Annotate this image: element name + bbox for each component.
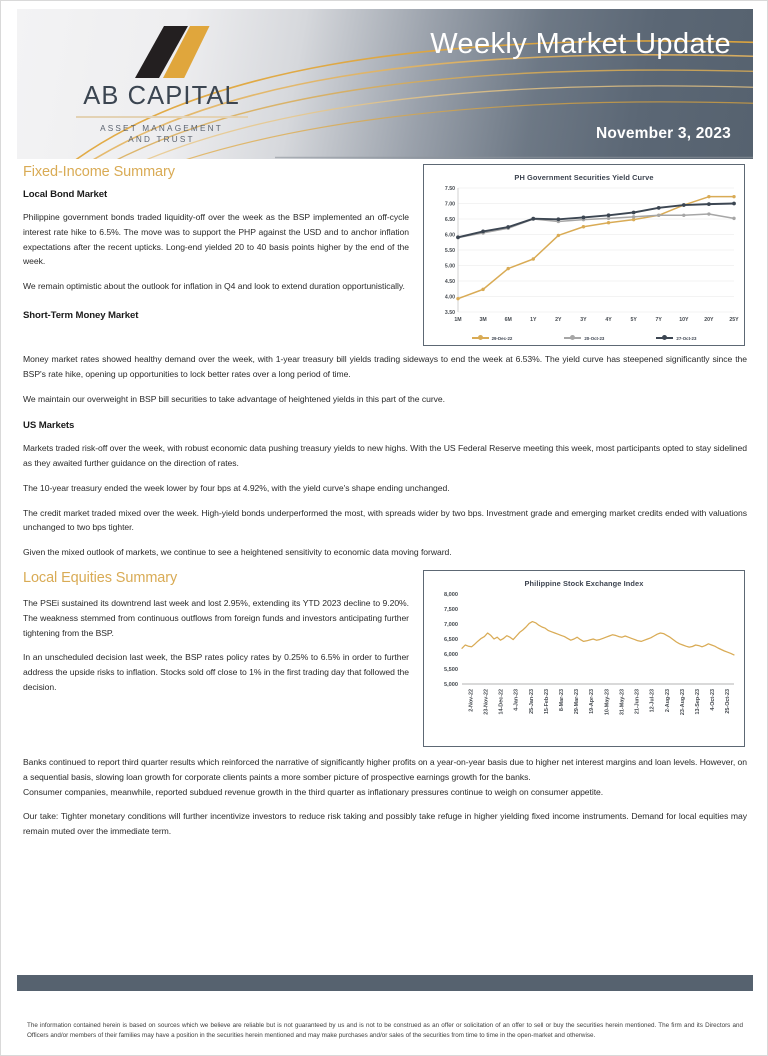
legend-item-2	[656, 335, 696, 341]
svg-text:20Y: 20Y	[704, 317, 714, 323]
svg-text:19-Apr-23: 19-Apr-23	[589, 689, 596, 714]
svg-text:15-Feb-23: 15-Feb-23	[543, 689, 550, 715]
svg-text:4.50: 4.50	[444, 279, 455, 285]
svg-text:6,000: 6,000	[444, 652, 458, 659]
local-equities-full-body	[23, 755, 747, 839]
svg-text:2-Nov-22: 2-Nov-22	[468, 689, 475, 712]
logo-divider	[76, 116, 248, 118]
yield-curve-chart-inner	[428, 173, 740, 341]
document-header	[17, 9, 753, 159]
page-title: Weekly Market Update	[430, 28, 731, 60]
svg-text:4-Oct-23: 4-Oct-23	[710, 689, 717, 711]
svg-text:23-Nov-22: 23-Nov-22	[483, 689, 490, 715]
local-equities-paragraph-1: The PSEi sustained its downtrend last week and lost 2.95%, extending its YTD 2023 decline to 9.20%. The weakness stemmed from continuous outflows from foreign funds and investors anticipating further tightening from the BSP.	[23, 598, 409, 638]
local-equities-paragraph-4: Consumer companies, meanwhile, reported subdued revenue growth in the third quarter as inflationary pressures continue to weigh on consumer appetite.	[23, 786, 604, 797]
svg-text:29-Mar-23: 29-Mar-23	[574, 689, 581, 715]
local-equities-paragraph-5: Our take: Tighter monetary conditions will further incentivize investors to reduce risk taking and possibly take refuge in higher yielding fixed income instruments. Demand for local equities may remain muted over the immediate term.	[23, 811, 747, 837]
publication-date: November 3, 2023	[595, 125, 731, 142]
svg-text:6.00: 6.00	[444, 232, 455, 239]
svg-text:5,500: 5,500	[444, 667, 458, 674]
yield-curve-chart-box	[423, 164, 745, 346]
legend-key-icon-0	[472, 335, 489, 341]
logo-tagline-line1: ASSET MANAGEMENT	[100, 123, 223, 133]
logo-mark-icon	[59, 23, 264, 81]
local-bond-market-paragraph-1: Philippine government bonds traded liquidity-off over the week as the BSP implemented an off-cycle interest rate hike to 6.5%. The move was to support the PHP against the USD and to anchor inflation expectations after the recent upticks. Long-end yielded 20 to 40 basis points higher by the end of the week.	[23, 212, 409, 267]
yield-curve-chart-container	[423, 164, 745, 346]
svg-text:2Y: 2Y	[555, 317, 562, 323]
us-markets-paragraph-1: Markets traded risk-off over the week, with robust economic data pushing treasury yields to new highs. With the US Federal Reserve meeting this week, most participants opted to stay sidelined as they awaited further guidance on the direction of rates.	[23, 443, 747, 469]
legend-item-0	[472, 335, 513, 341]
svg-text:14-Dec-22: 14-Dec-22	[498, 689, 505, 715]
logo-company-name: AB CAPITAL	[83, 82, 240, 110]
svg-text:1Y: 1Y	[530, 317, 537, 323]
short-term-money-market-heading: Short-Term Money Market	[23, 309, 139, 321]
svg-text:7,000: 7,000	[444, 622, 458, 629]
us-markets-paragraph-2: The 10-year treasury ended the week lower by four bps at 4.92%, with the yield curve's shape ending unchanged.	[23, 482, 450, 493]
svg-text:7,500: 7,500	[444, 607, 458, 614]
psei-chart-box	[423, 570, 745, 747]
svg-text:3Y: 3Y	[580, 317, 587, 323]
svg-text:7.00: 7.00	[444, 201, 455, 208]
local-equities-section	[23, 570, 747, 747]
svg-text:7Y: 7Y	[655, 317, 662, 323]
svg-text:5,000: 5,000	[444, 682, 458, 689]
us-markets-paragraph-3: The credit market traded mixed over the week. High-yield bonds underperformed the most, with spreads wider by two bps. Investment grade and emerging market credits ended with valuations unchanged to two bps tighter.	[23, 507, 747, 533]
svg-text:25-Oct-23: 25-Oct-23	[725, 689, 732, 714]
yield-curve-plot	[428, 184, 740, 334]
legend-label-1: 20-Oct-23	[584, 335, 605, 341]
yield-curve-legend	[428, 335, 740, 341]
psei-chart-title: Philippine Stock Exchange Index	[524, 579, 644, 589]
svg-text:8,000: 8,000	[444, 592, 458, 599]
svg-text:2-Aug-23: 2-Aug-23	[664, 689, 671, 713]
short-term-money-market-paragraph-1: Money market rates showed healthy demand over the week, with 1-year treasury bill yields trading sideways to end the week at 6.53%. The yield curve has steepened significantly since the BSP's rate hike, opening up opportunities to lock better rates over a long period of time.	[23, 354, 747, 379]
legend-item-1	[564, 335, 604, 341]
svg-text:4-Jan-23: 4-Jan-23	[513, 689, 520, 711]
local-equities-heading: Local Equities Summary	[23, 570, 178, 587]
svg-text:3M: 3M	[479, 317, 487, 323]
svg-text:4Y: 4Y	[605, 317, 612, 323]
psei-plot	[428, 590, 740, 742]
svg-text:23-Aug-23: 23-Aug-23	[679, 689, 686, 716]
local-equities-paragraph-3: Banks continued to report third quarter results which reinforced the narrative of significantly higher profits on a year-on-year basis due to higher net interest margins and loan levels. However, on a sequential basis, slowing loan growth for corporate clients paints a more somber picture of prospective earnings growth for the banks.	[23, 757, 747, 782]
footer-accent-bar	[17, 975, 753, 991]
fixed-income-left-column	[23, 164, 409, 331]
legend-label-2: 27-Oct-23	[676, 335, 697, 341]
svg-text:25Y: 25Y	[729, 317, 739, 323]
svg-text:5Y: 5Y	[630, 317, 637, 323]
company-logo	[59, 23, 264, 146]
svg-text:5.50: 5.50	[444, 248, 455, 254]
psei-chart-inner	[428, 579, 740, 742]
psei-chart-container	[423, 570, 745, 747]
short-term-money-market-body	[23, 352, 747, 560]
fixed-income-heading: Fixed-Income Summary	[23, 164, 175, 180]
legend-label-0: 29-Dec-22	[491, 335, 513, 341]
svg-text:12-Jul-23: 12-Jul-23	[649, 689, 656, 713]
local-bond-market-paragraph-2: We remain optimistic about the outlook for inflation in Q4 and look to extend duration opportunistically.	[23, 281, 405, 292]
svg-text:1M: 1M	[454, 317, 462, 323]
short-term-money-market-paragraph-2: We maintain our overweight in BSP bill securities to take advantage of heightened yields in this part of the curve.	[23, 393, 445, 404]
svg-text:6,500: 6,500	[444, 637, 458, 644]
svg-text:13-Sep-23: 13-Sep-23	[694, 689, 701, 715]
svg-text:5.00: 5.00	[444, 263, 455, 270]
svg-text:31-May-23: 31-May-23	[619, 689, 626, 716]
svg-text:6.50: 6.50	[444, 217, 455, 223]
local-equities-left-column	[23, 570, 409, 705]
document-body	[23, 164, 747, 849]
svg-text:10Y: 10Y	[679, 317, 689, 323]
svg-text:4.00: 4.00	[444, 294, 455, 301]
yield-curve-chart-title: PH Government Securities Yield Curve	[514, 173, 654, 182]
svg-text:6M: 6M	[504, 317, 512, 323]
svg-text:3.50: 3.50	[444, 310, 455, 316]
svg-text:10-May-23: 10-May-23	[604, 689, 611, 716]
legend-key-icon-1	[564, 335, 581, 341]
us-markets-heading: US Markets	[23, 420, 75, 432]
logo-tagline-line2: AND TRUST	[128, 135, 195, 145]
local-equities-paragraph-2: In an unscheduled decision last week, the BSP rates policy rates by 0.25% to 6.5% in order to further address the upside risks to inflation. Stocks sold off close to 1% in the first trading day that followed the decision.	[23, 652, 409, 692]
svg-text:25-Jan-23: 25-Jan-23	[528, 689, 535, 714]
svg-text:21-Jun-23: 21-Jun-23	[634, 689, 641, 715]
footer-disclaimer: The information contained herein is based on sources which we believe are reliable but is not guaranteed by us and is not to be construed as an offer or solicitation of an offer to sell or buy the securities herein mentioned. The firm and its Directors and Officers and/or members of their families may have a position in the securities herein mentioned and may make purchases and/or sales of the securities from time to time in the open-market and otherwise.	[27, 1021, 743, 1039]
svg-text:7.50: 7.50	[444, 186, 455, 192]
fixed-income-section	[23, 164, 747, 346]
svg-text:8-Mar-23: 8-Mar-23	[558, 689, 565, 712]
local-bond-market-heading: Local Bond Market	[23, 189, 108, 200]
legend-key-icon-2	[656, 335, 673, 341]
us-markets-paragraph-4: Given the mixed outlook of markets, we continue to see a heightened sensitivity to economic data moving forward.	[23, 547, 452, 558]
